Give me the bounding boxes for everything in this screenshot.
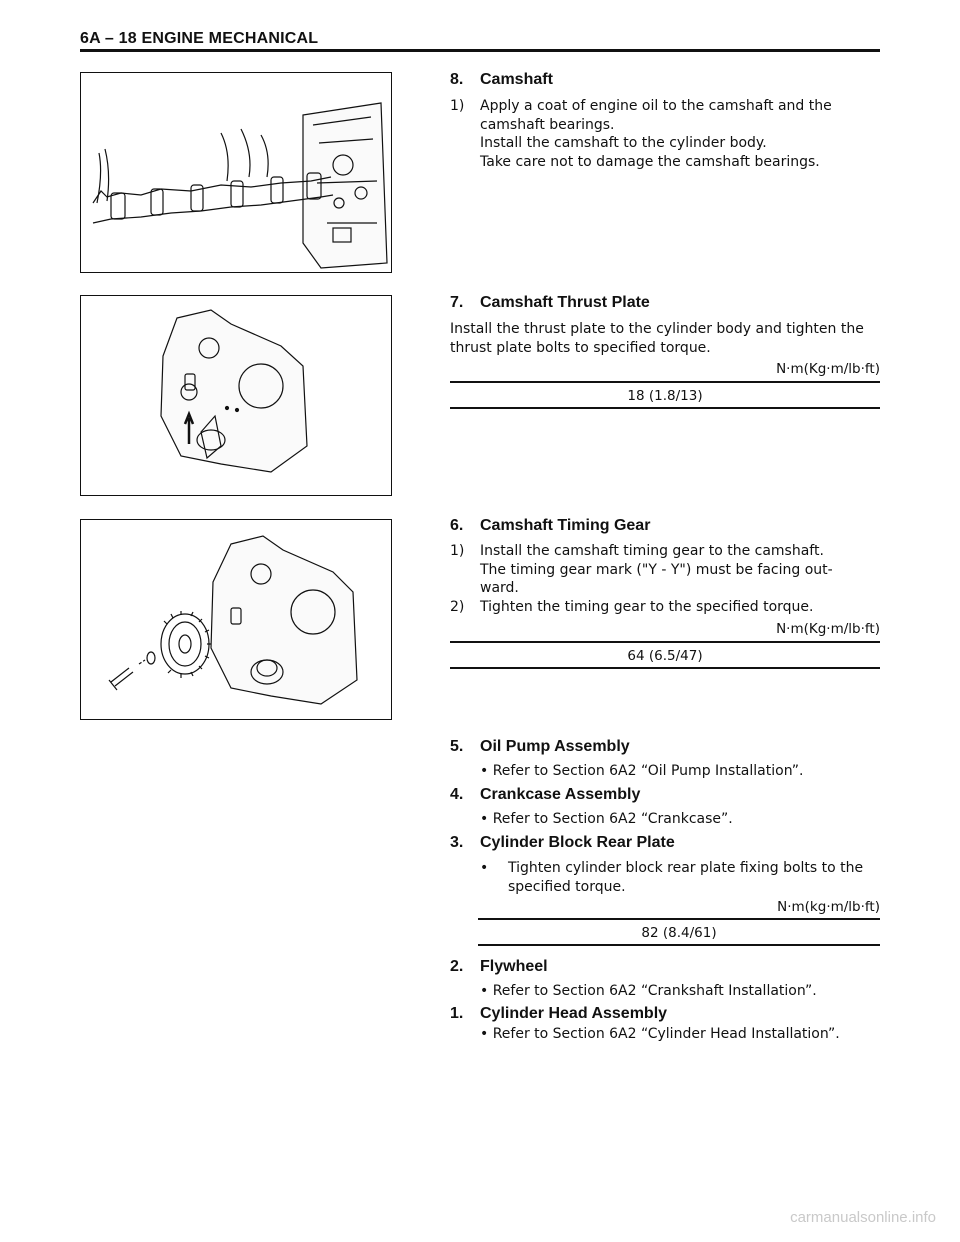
rear-plate-text: Tighten cylinder block rear plate fixing bolts to the specified torque. xyxy=(508,860,864,895)
timing-gear-step-2: 2) Tighten the timing gear to the specified torque. xyxy=(450,599,814,615)
timing-gear-figure xyxy=(80,519,392,720)
timing-gear-step-1: 1) Install the camshaft timing gear to the camshaft. The timing gear mark ("Y - Y") must be facing out- ward. xyxy=(450,543,833,596)
section-heading-timing-gear: 6. Camshaft Timing Gear xyxy=(450,517,651,534)
thrust-plate-figure xyxy=(80,295,392,496)
section-heading-rear-plate: 3. Cylinder Block Rear Plate xyxy=(450,834,675,851)
torque-value-timing-gear: 64 (6.5/47) xyxy=(627,648,703,664)
flywheel-reference: • Refer to Section 6A2 “Crankshaft Installation”. xyxy=(480,983,817,999)
torque-table-bottom-rule xyxy=(450,407,880,409)
torque-value-thrust-plate: 18 (1.8/13) xyxy=(627,388,703,404)
section-heading-crankcase: 4. Crankcase Assembly xyxy=(450,786,641,803)
torque-unit-thrust-plate: N·m(Kg·m/lb·ft) xyxy=(776,361,880,377)
thrust-plate-text: Install the thrust plate to the cylinder body and tighten the thrust plate bolts to specified torque. xyxy=(450,321,864,356)
section-heading-oil-pump: 5. Oil Pump Assembly xyxy=(450,738,630,755)
section-heading-flywheel: 2. Flywheel xyxy=(450,958,548,975)
torque-unit-timing-gear: N·m(Kg·m/lb·ft) xyxy=(776,621,880,637)
torque-table-bottom-rule xyxy=(450,667,880,669)
torque-value-rear-plate: 82 (8.4/61) xyxy=(641,925,717,941)
header-rule xyxy=(80,49,880,52)
crankcase-reference: • Refer to Section 6A2 “Crankcase”. xyxy=(480,811,733,827)
torque-unit-rear-plate: N·m(kg·m/lb·ft) xyxy=(777,899,880,915)
section-heading-thrust-plate: 7. Camshaft Thrust Plate xyxy=(450,294,650,311)
torque-table-top-rule xyxy=(478,918,880,920)
camshaft-figure xyxy=(80,72,392,273)
torque-table-bottom-rule xyxy=(478,944,880,946)
cylinder-head-reference: • Refer to Section 6A2 “Cylinder Head Installation”. xyxy=(480,1026,840,1042)
torque-table-top-rule xyxy=(450,381,880,383)
page-header: 6A – 18 ENGINE MECHANICAL xyxy=(80,30,319,47)
torque-table-top-rule xyxy=(450,641,880,643)
watermark: carmanualsonline.info xyxy=(790,1209,936,1226)
bullet-mark: • xyxy=(480,860,489,876)
section-heading-camshaft: 8. Camshaft xyxy=(450,71,553,88)
camshaft-step-1: 1) Apply a coat of engine oil to the camshaft and the camshaft bearings. Install the camshaft to the cylinder body. Take care not to damage the camshaft bearings. xyxy=(450,98,832,170)
oil-pump-reference: • Refer to Section 6A2 “Oil Pump Installation”. xyxy=(480,763,804,779)
section-heading-cylinder-head: 1. Cylinder Head Assembly xyxy=(450,1005,668,1022)
